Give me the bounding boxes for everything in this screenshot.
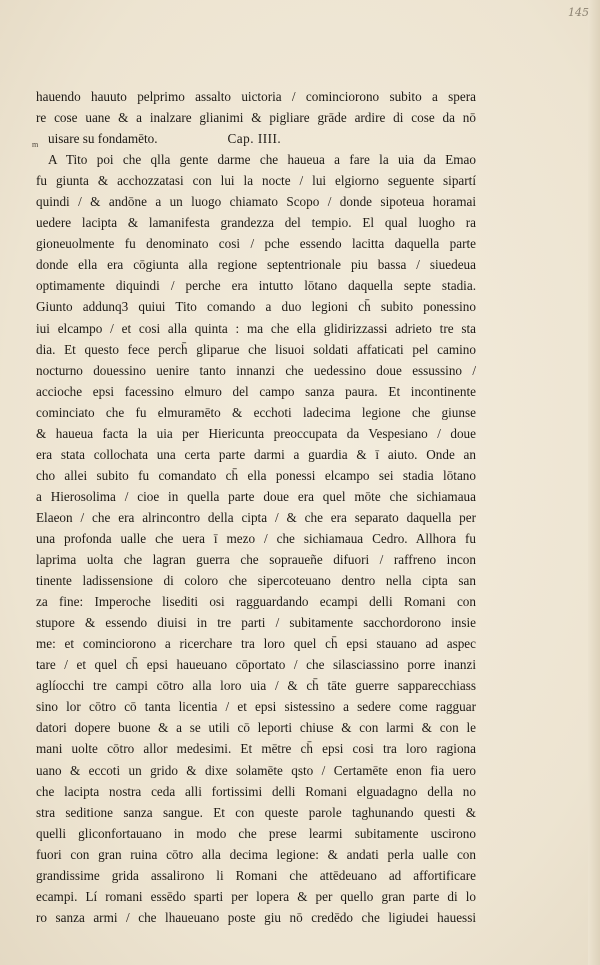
text-line: dia. Et questo fece perch̄ gliparue che lisuoi soldati affaticati pel camino: [36, 341, 476, 357]
text-line: & haueua facta la uia per Hiericunta preoccupata da Vespesiano / doue: [36, 425, 476, 441]
text-line: donde ella era cōgiunta alla regione septentrionale piu bassa / siuedeua: [36, 257, 476, 273]
guide-letter: m: [32, 140, 39, 149]
text-line: optimamente diquindi / perche era intutto lōtano daquella septe stadia.: [36, 278, 476, 294]
text-line: laprima uolta che lagran guerra che sopraueñe difuori / raffreno incon: [36, 552, 476, 568]
text-line: me: et cominciorono a ricerchare tra loro quel ch̄ epsi stauano ad aspec: [36, 636, 476, 652]
text-line: cominciato che fu elmuramēto & ecchoti ladecima legione che giunse: [36, 404, 476, 420]
text-line: tinente ladissensione di coloro che sipercoteuano dentro nella cipta san: [36, 573, 476, 589]
text-line: che lacipta nostra ceda alli fortissimi delli Romani elguadagno della no: [36, 783, 476, 799]
text-line: stra seditione sanza sangue. Et con queste parole taghunando questi &: [36, 804, 476, 820]
text-line: Elaeon / che era alrincontro della cipta / & che era separato daquella per: [36, 509, 476, 525]
chapter-heading: Cap. IIII.: [227, 131, 282, 147]
page-edge-shadow: [588, 0, 600, 965]
text-line: ecampi. Lí romani essēdo sparti per lopera & per quello gran parte di lo: [36, 888, 476, 904]
text-line-with-chapter: [36, 128, 476, 149]
text-line: quelli gliconfortauano in modo che prese learmi subitamente uscirono: [36, 825, 476, 841]
text-line: accioche epsi facessino elmuro del campo sanza paura. Et incontinente: [36, 383, 476, 399]
text-line: datori dopere buone & a se utili cō leporti chiuse & con larmi & con le: [36, 720, 476, 736]
text-line: stupore & essendo diuisi in tre parti / subitamente sacchordorono insie: [36, 615, 476, 631]
text-line: mani uolte cōtro allor medesimi. Et mētre ch̄ epsi cosi tra loro ragiona: [36, 741, 476, 757]
text-line: a Hierosolima / cioe in quella parte doue era quel mōte che sichiamaua: [36, 488, 476, 504]
text-line: fuori con gran ruina cōtro alla decima legione: & andati perla ualle con: [36, 846, 476, 862]
text-line: iui elcampo / et cosi alla quinta : ma che ella glidirizzassi adrieto tre sta: [36, 320, 476, 336]
text-line: Giunto addunq3 quiui Tito comando a duo legioni ch̄ subito ponessino: [36, 299, 476, 315]
text-line: cho allei subito fu comandato ch̄ ella ponessi elcampo sei stadia lōtano: [36, 467, 476, 483]
text-line: era stata collochata una certa parte darmi a guardia & ī aiuto. Onde an: [36, 446, 476, 462]
text-line: fu giunta & acchozzatasi con lui la nocte / lui elgiorno seguente sipartí: [36, 173, 476, 189]
text-line: za fine: Imperoche lisediti osi ragguardando ecampi delli Romani con: [36, 594, 476, 610]
text-line: A Tito poi che qlla gente darme che haueua a fare la uia da Emao: [48, 152, 476, 168]
text-line: re cose uane & a inalzare glianimi & pigliare grāde ardire di cose da nō: [36, 110, 476, 126]
text-line: hauendo hauuto pelprimo assalto uictoria / cominciorono subito a spera: [36, 89, 476, 104]
text-block: [36, 86, 476, 928]
folio-number: 145: [568, 6, 589, 19]
text-line-fragment: uisare su fondamēto.: [48, 131, 158, 147]
text-line: uano & eccoti un grido & dixe solamēte qsto / Certamēte enon fia uero: [36, 762, 476, 778]
text-line: tare / et quel ch̄ epsi haueuano cōportato / che silasciassino porre inanzi: [36, 657, 476, 673]
text-line: aglíocchi tre campi cōtro alla loro uia / & ch̄ tāte guerre sapparecchiass: [36, 678, 476, 694]
text-line: nocturno douessino uenire tanto innanzi che uedessino doue essussino /: [36, 362, 476, 378]
text-line: uedere lacipta & lamanifesta grandezza del tempio. El qual luogho ra: [36, 215, 476, 231]
text-line: ro sanza armi / che lhaueuano poste giu nō credēdo che ligiudei hauessi: [36, 909, 476, 925]
text-line: grandissime grida assalirono li Romani che attēdeuano ad affortificare: [36, 867, 476, 883]
text-line: una profonda ualle che uera ī mezo / che sichiamaua Cedro. Allhora fu: [36, 530, 476, 546]
text-line: gioneuolmente fu denominato cosi / pche essendo lacitta daquella parte: [36, 236, 476, 252]
text-line: quindi / & andōne a un luogo chiamato Scopo / donde sipoteua horamai: [36, 194, 476, 210]
text-line: sino lor cōtro cō tanta licentia / et epsi sistessino a sedere come ragguar: [36, 699, 476, 715]
